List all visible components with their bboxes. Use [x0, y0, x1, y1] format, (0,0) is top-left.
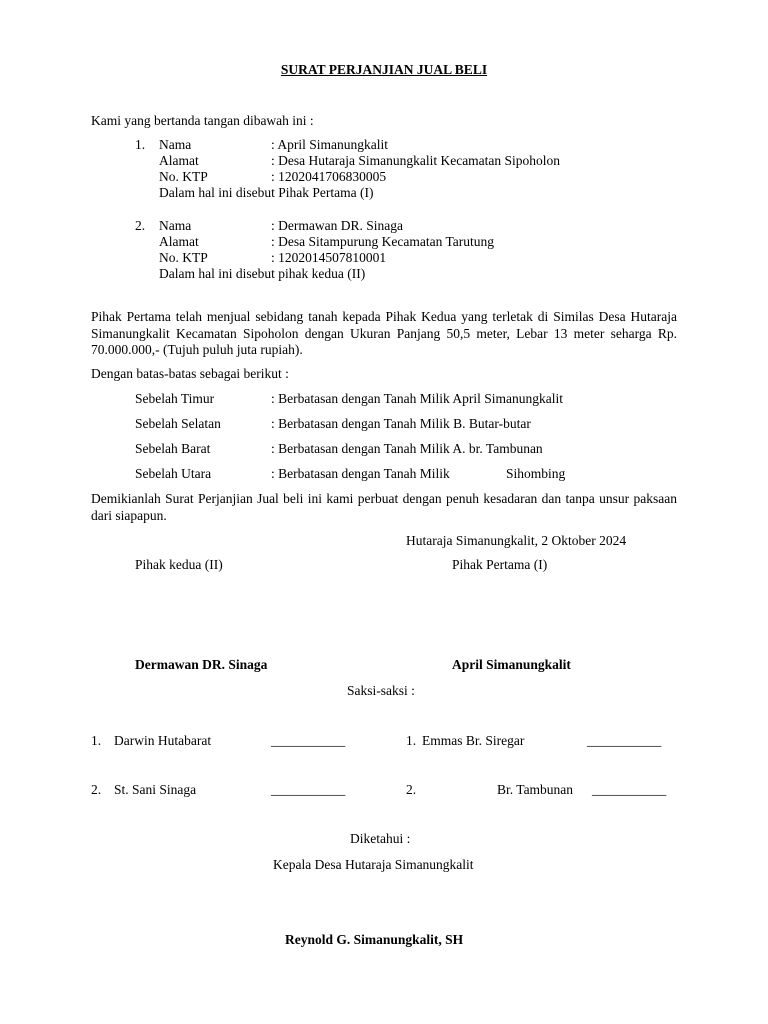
boundary-value-west: : Berbatasan dengan Tanah Milik A. br. Tambunan	[271, 441, 543, 456]
boundary-side-south: Sebelah Selatan	[135, 416, 221, 431]
boundary-value-south: : Berbatasan dengan Tanah Milik B. Butar-butar	[271, 416, 531, 431]
signatory-right-name: April Simanungkalit	[452, 657, 571, 672]
field-value-alamat: : Desa Hutaraja Simanungkalit Kecamatan Sipoholon	[271, 153, 561, 168]
witness-left-number: 2.	[91, 782, 102, 797]
signatory-left-role: Pihak kedua (II)	[135, 557, 223, 572]
boundary-value-north: : Berbatasan dengan Tanah Milik	[271, 466, 450, 481]
document-title: SURAT PERJANJIAN JUAL BELI	[280, 62, 488, 77]
witness-right-number: 1.	[406, 733, 417, 748]
party-designation: Dalam hal ini disebut Pihak Pertama (I)	[159, 185, 374, 200]
witnesses-heading: Saksi-saksi :	[347, 683, 415, 698]
field-value-nama: : Dermawan DR. Sinaga	[271, 218, 403, 233]
field-value-ktp: : 1202041706830005	[271, 169, 387, 184]
witness-left-number: 1.	[91, 733, 102, 748]
witness-left-name: St. Sani Sinaga	[114, 782, 197, 797]
boundary-value-east: : Berbatasan dengan Tanah Milik April Simanungkalit	[271, 391, 564, 406]
witness-right-name: Emmas Br. Siregar	[422, 733, 525, 748]
main-paragraph: Pihak Pertama telah menjual sebidang tanah kepada Pihak Kedua yang terletak di Similas Desa Hutaraja Simanungkalit Kecamatan Sipoholon dengan Ukuran Panjang 50,5 meter, Lebar 13 meter seharga Rp. 70.000.000,- (Tujuh puluh juta rupiah).	[91, 309, 677, 357]
field-value-ktp: : 1202014507810001	[271, 250, 387, 265]
field-label-ktp: No. KTP	[159, 169, 208, 184]
field-value-alamat: : Desa Sitampurung Kecamatan Tarutung	[271, 234, 494, 249]
field-label-nama: Nama	[159, 137, 192, 152]
field-label-alamat: Alamat	[159, 234, 199, 249]
boundaries-intro: Dengan batas-batas sebagai berikut :	[91, 366, 289, 381]
boundary-side-north: Sebelah Utara	[135, 466, 212, 481]
field-value-nama: : April Simanungkalit	[271, 137, 388, 152]
field-label-nama: Nama	[159, 218, 192, 233]
village-head-name: Reynold G. Simanungkalit, SH	[285, 932, 464, 947]
place-date: Hutaraja Simanungkalit, 2 Oktober 2024	[406, 533, 627, 548]
witness-right-name: Br. Tambunan	[497, 782, 574, 797]
boundary-side-east: Sebelah Timur	[135, 391, 215, 406]
witness-right-signature-line: ___________	[587, 733, 662, 748]
witness-left-signature-line: ___________	[271, 782, 346, 797]
acknowledged-label: Diketahui :	[350, 831, 411, 846]
field-label-alamat: Alamat	[159, 153, 199, 168]
closing-paragraph: Demikianlah Surat Perjanjian Jual beli ini kami perbuat dengan penuh kesadaran dan tanpa unsur paksaan dari siapapun.	[91, 491, 677, 523]
witness-left-signature-line: ___________	[271, 733, 346, 748]
intro-text: Kami yang bertanda tangan dibawah ini :	[91, 113, 314, 128]
signatory-left-name: Dermawan DR. Sinaga	[135, 657, 268, 672]
boundary-side-west: Sebelah Barat	[135, 441, 211, 456]
village-head-title: Kepala Desa Hutaraja Simanungkalit	[273, 857, 474, 872]
boundary-extra-north: Sihombing	[506, 466, 566, 481]
witness-left-name: Darwin Hutabarat	[114, 733, 212, 748]
witness-right-number: 2.	[406, 782, 417, 797]
signatory-right-role: Pihak Pertama (I)	[452, 557, 548, 572]
field-label-ktp: No. KTP	[159, 250, 208, 265]
witness-right-signature-line: ___________	[592, 782, 667, 797]
party-number: 2.	[135, 218, 146, 233]
party-number: 1.	[135, 137, 146, 152]
party-designation: Dalam hal ini disebut pihak kedua (II)	[159, 266, 366, 281]
